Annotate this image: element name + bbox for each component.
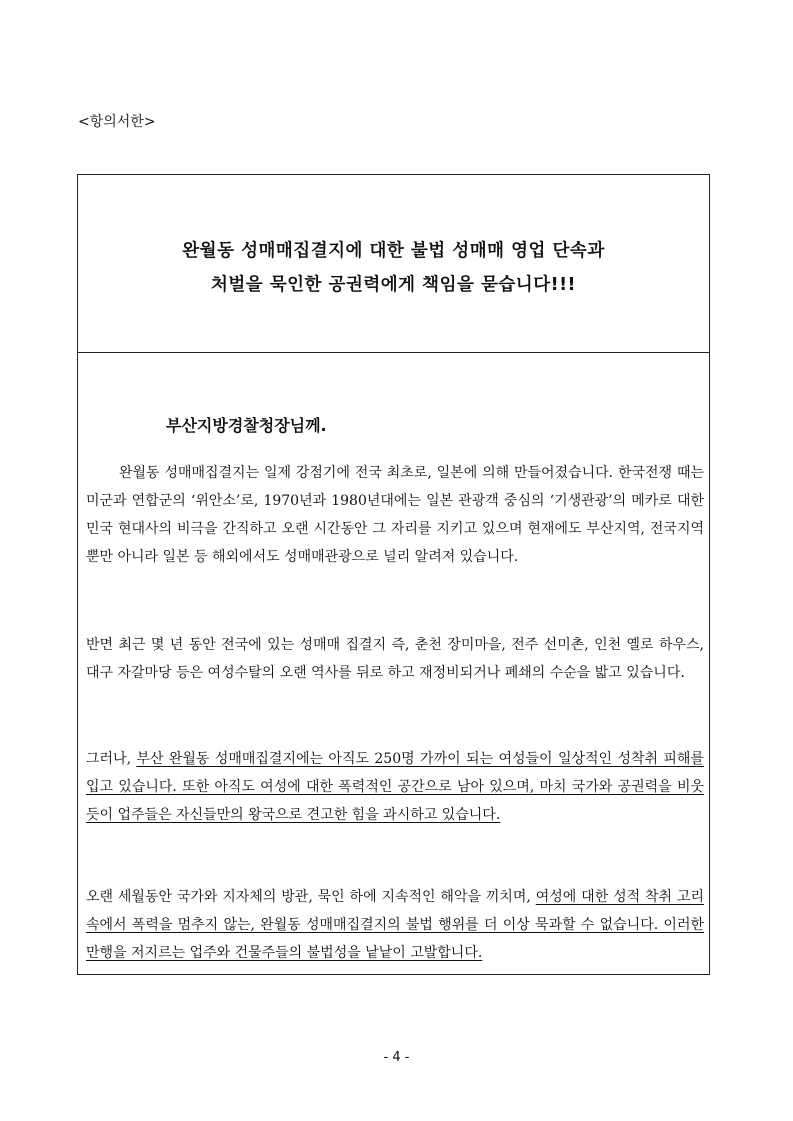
document-label: <항의서한> (78, 114, 156, 130)
paragraph-accusation (86, 883, 704, 967)
title-line-2: 처벌을 묵인한 공권력에게 책임을 묻습니다!!! (210, 275, 577, 295)
page-number: - 4 - (383, 1050, 410, 1065)
paragraph-accusation-underlined: 여성에 대한 성적 착취 고리 속에서 폭력을 멈추지 않는, 완월동 성매매집결지의 불법 행위를 더 이상 묵과할 수 없습니다. 이러한 만행을 저지르는 업주와 건물주들의 불법성을 낱낱이 고발합니다. (86, 889, 704, 961)
paragraph-current-victims-underlined: 부산 완월동 성매매집결지에는 아직도 250명 가까이 되는 여성들이 일상적인 성착취 피해를 입고 있습니다. 또한 아직도 여성에 대한 폭력적인 공간으로 남아 있으며, 마치 국가와 공권력을 비웃듯이 업주들은 자신들만의 왕국으로 견고한 힘을 과시하고 있습니다. (86, 751, 704, 823)
paragraph-current-victims-lead: 그러나, (86, 751, 137, 767)
paragraph-history: 완월동 성매매집결지는 일제 강점기에 전국 최초로, 일본에 의해 만들어졌습니다. 한국전쟁 때는 미군과 연합군의 ‘위안소’로, 1970년과 1980년대에는 일본 관광객 중심의 ‘기생관광’의 메카로 대한민국 현대사의 비극을 간직하고 오랜 시간동안 그 자리를 지키고 있으며 현재에도 부산지역, 전국지역 뿐만 아니라 일본 등 해외에서도 성매매관광으로 널리 알려져 있습니다. (86, 465, 704, 565)
paragraph-accusation-lead: 오랜 세월동안 국가와 지자체의 방관, 묵인 하에 지속적인 해악을 끼치며, (86, 889, 536, 905)
letter-frame (77, 174, 710, 975)
title-cell (78, 175, 709, 353)
paragraph-current-victims (86, 745, 704, 829)
greeting: 부산지방경찰청장님께. (166, 416, 327, 435)
paragraph-other-districts: 반면 최근 몇 년 동안 전국에 있는 성매매 집결지 즉, 춘천 장미마을, 전주 선미촌, 인천 옐로 하우스, 대구 자갈마당 등은 여성수탈의 오랜 역사를 뒤로 하고 재정비되거나 폐쇄의 수순을 밟고 있습니다. (86, 637, 704, 681)
title-line-1: 완월동 성매매집결지에 대한 불법 성매매 영업 단속과 (182, 241, 605, 261)
